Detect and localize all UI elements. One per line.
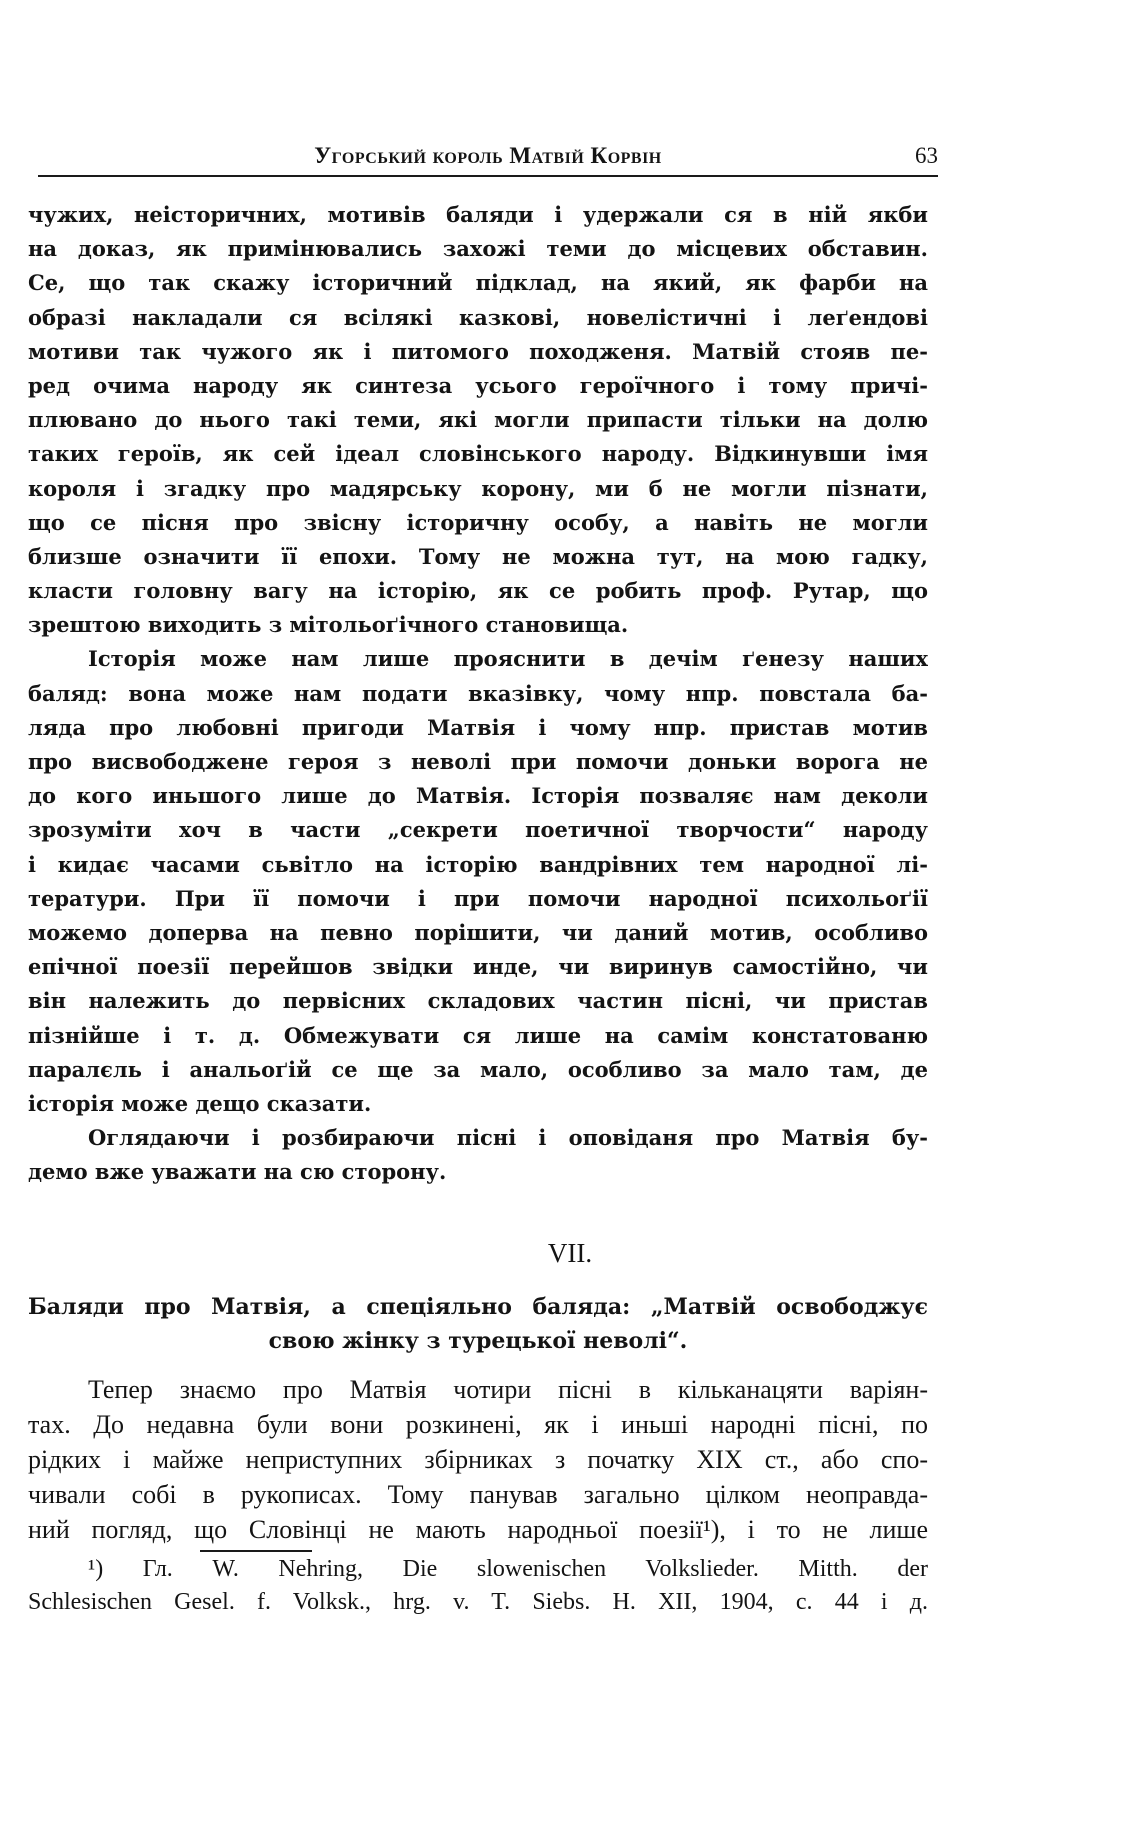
text-line: ний погляд, що Словінці не мають народньої поезії¹), і то не лише xyxy=(28,1515,928,1544)
footnote-divider xyxy=(200,1550,312,1552)
footnote-line: Schlesischen Gesel. f. Volksk., hrg. v. T. Siebs. H. XII, 1904, c. 44 i д. xyxy=(28,1589,928,1615)
text-line: Історія може нам лише прояснити в дечім ґенезу наших xyxy=(88,646,928,672)
page-number: 63 xyxy=(915,143,938,168)
text-line: він належить до первісних складових частин пісні, чи пристав xyxy=(28,988,928,1014)
text-line: і кидає часами сьвітло на історію вандрівних тем народної лі- xyxy=(28,851,928,877)
text-line: історія може дещо сказати. xyxy=(28,1090,372,1116)
footnote-line: ¹) Гл. W. Nehring, Die slowenischen Volkslieder. Mitth. der xyxy=(88,1556,928,1582)
text-line: Оглядаючи і розбираючи пісні і оповіданя про Матвія бу- xyxy=(88,1125,928,1151)
text-line: демо вже уважати на сю сторону. xyxy=(28,1159,447,1185)
text-line: баляд: вона може нам подати вказівку, чому нпр. повстала ба- xyxy=(28,680,928,706)
section-body-text xyxy=(28,1372,928,1547)
text-line: паралєль і анальоґій се ще за мало, особливо за мало там, де xyxy=(28,1056,928,1082)
text-line: зрештою виходить з мітольоґічного становища. xyxy=(28,612,629,638)
text-line: пізнійше і т. д. Обмежувати ся лише на самім констатованю xyxy=(28,1022,928,1048)
text-line: класти головну вагу на історію, як се робить проф. Рутар, що xyxy=(28,578,928,604)
text-line: Се, що так скажу історичний підклад, на який, як фарби на xyxy=(28,270,928,296)
page-header xyxy=(38,143,938,177)
text-line: чивали собі в рукописах. Тому панував загально цілком неоправда- xyxy=(28,1480,928,1509)
text-line: Тепер знаємо про Матвія чотири пісні в кільканацяти варіян- xyxy=(88,1375,928,1404)
text-line: ред очима народу як синтеза усього героїчного і тому причі- xyxy=(28,372,928,398)
section-title-line: свою жінку з турецької неволі“. xyxy=(268,1328,688,1354)
text-line: зрозуміти хоч в части „секрети поетичної творчости“ народу xyxy=(28,817,928,843)
body-text xyxy=(28,198,928,1189)
text-line: на доказ, як примінювались захожі теми до місцевих обставин. xyxy=(28,236,928,262)
section-title-line: Баляди про Матвія, а спеціяльно баляда: „Матвій освободжує xyxy=(28,1294,928,1320)
text-line: що се пісня про звісну історичну особу, а навіть не могли xyxy=(28,509,928,535)
text-line: короля і згадку про мадярську корону, ми б не могли пізнати, xyxy=(28,475,928,501)
text-line: тератури. При її помочи і при помочи народної психольоґії xyxy=(28,885,928,911)
section-number: VII. xyxy=(547,1238,593,1268)
section-title xyxy=(28,1290,928,1358)
text-line: мотиви так чужого як і питомого походженя. Матвій стояв пе- xyxy=(28,338,928,364)
running-title: Угорський король Матвій Корвін xyxy=(314,143,662,168)
text-line: близше означити її епохи. Тому не можна тут, на мою гадку, xyxy=(28,543,928,569)
text-line: епічної поезії перейшов звідки инде, чи виринув самостійно, чи xyxy=(28,954,928,980)
text-line: ляда про любовні пригоди Матвія і чому нпр. пристав мотив xyxy=(28,714,928,740)
text-line: можемо доперва на певно порішити, чи даний мотив, особливо xyxy=(28,919,928,945)
text-line: плювано до нього такі теми, які могли припасти тільки на долю xyxy=(28,407,928,433)
text-line: чужих, неісторичних, мотивів баляди і удержали ся в ній якби xyxy=(28,202,928,227)
text-line: таких героїв, як сей ідеал словінського народу. Відкинувши імя xyxy=(28,441,928,467)
text-line: тах. До недавна були вони розкинені, як і иньші народні пісні, по xyxy=(28,1410,928,1439)
text-line: до кого иньшого лише до Матвія. Історія позваляє нам деколи xyxy=(28,783,928,809)
text-line: рідких і майже неприступних збірниках з початку XIX ст., або спо- xyxy=(28,1445,928,1474)
footnotes xyxy=(28,1553,928,1619)
text-line: образі накладали ся всілякі казкові, новелістичні і леґендові xyxy=(28,304,928,330)
text-line: про висвободжене героя з неволі при помочи доньки ворога не xyxy=(28,749,928,774)
